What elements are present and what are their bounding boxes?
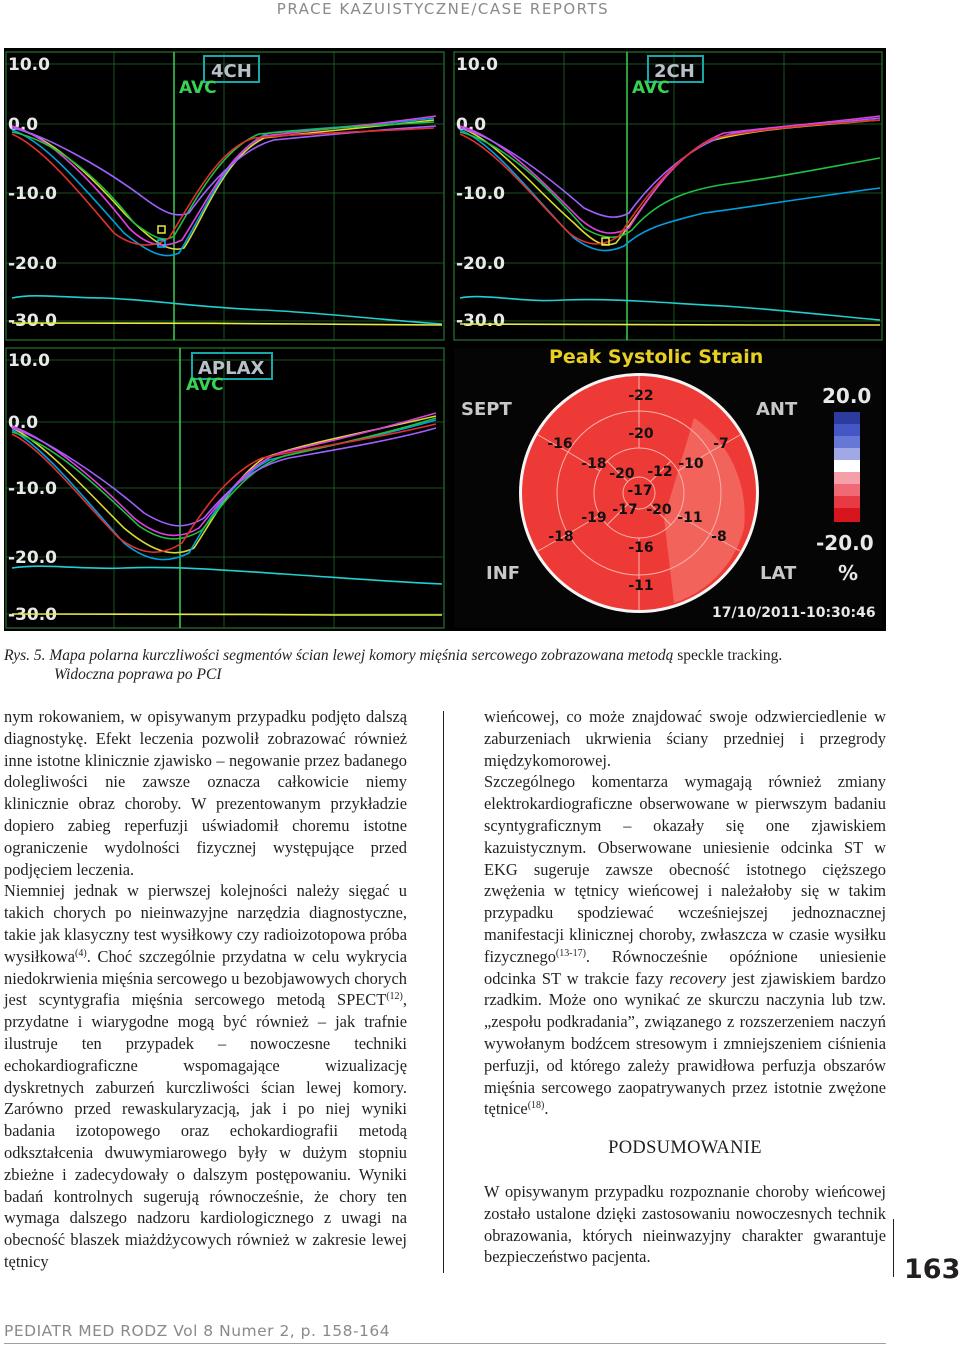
segment-2: -16 [547, 436, 573, 452]
caption-label: Rys. 5. [4, 647, 46, 664]
left-p2-text-c: , przydatne i wiarygodne mogą być również – jak trafnie ilustruje ten przypadek – nowoczesne techniki echokardiograficzne wspomagające wizualizację dyskretnych zaburzeń kurczliwości ścian lewej komory. Zarówno przed rewaskularyzacją, jak i po niej wyniki badania izotopowego oraz echokardiografii metodą odkształcenia dwuwymiarowego były w dużym stopniu zbieżne i zadecydowały o dalszym postępowaniu. Wyniki badań kontrolnych sugerują równocześnie, że chory ten wymaga dalszego nadzoru kardiologicznego z uwagi na obecność blaszek miażdżycowych również w zakresie lewej tętnicy [4, 990, 407, 1271]
segment-12: -20 [646, 502, 672, 518]
scale-swatch-2 [834, 424, 860, 436]
figure-caption [4, 646, 894, 684]
citation-18: (18) [527, 1100, 545, 1112]
panel-4ch [6, 52, 444, 340]
panel-aplax-event: AVC [186, 375, 224, 395]
panel-4ch-tick-m10: -10.0 [8, 184, 57, 204]
scale-swatch-4 [834, 448, 860, 460]
scale-swatch-6 [834, 472, 860, 484]
scale-swatch-7 [834, 484, 860, 496]
right-p2-text-b: . Równocześnie opóźnione uniesienie odcinka ST w trakcie fazy [484, 946, 886, 988]
segment-16: -16 [628, 540, 654, 556]
panel-4ch-event: AVC [179, 78, 217, 98]
panel-4ch-view: 4CH [211, 61, 252, 82]
right-paragraph-1: wieńcowej, co może znajdować swoje odzwierciedlenie w zaburzeniach ukrwienia ściany przedniej i przegrody międzykomorowej. [484, 707, 886, 770]
citation-4: (4) [75, 947, 87, 959]
left-column [4, 706, 407, 1273]
segment-4: -20 [628, 426, 654, 442]
footer-rule [4, 1343, 886, 1344]
segment-14: -18 [548, 529, 574, 545]
right-paragraph-2 [484, 771, 886, 1120]
color-scale [834, 412, 860, 522]
running-head: PRACE KAZUISTYCZNE/CASE REPORTS [276, 0, 610, 18]
panel-2ch [454, 52, 882, 340]
segment-13: -11 [677, 510, 703, 526]
right-p2-end: . [544, 1099, 549, 1119]
polar-map-title: Peak Systolic Strain [549, 346, 764, 368]
segment-10: -19 [581, 510, 607, 526]
panel-4ch-tick-10: 10.0 [8, 55, 50, 75]
left-paragraph-1: nym rokowaniem, w opisywanym przypadku podjęto dalszą diagnostykę. Efekt leczenia pozwolił zobrazować również inne istotne klinicznie zjawisko – negowanie przez badanego dolegliwości nie zawsze oznacza całkowicie niemy klinicznie obraz choroby. W prezentowanym przykładzie dopiero zabieg reperfuzji uświadomił choremu istotne ograniczenie wydolności fizycznej występujące przed podjęciem leczenia. [4, 707, 407, 879]
column-divider [443, 711, 444, 1273]
caption-line2: Widoczna poprawa po PCI [54, 666, 222, 683]
scale-swatch-8 [834, 496, 860, 508]
journal-footer: PEDIATR MED RODZ Vol 8 Numer 2, p. 158-164 [4, 1322, 391, 1340]
left-paragraph-2 [4, 880, 407, 1272]
panel-2ch-tick-0: 0.0 [456, 115, 487, 135]
segment-17: -11 [628, 578, 654, 594]
panel-2ch-tick-m30: -30.0 [456, 311, 505, 331]
panel-polar-map [454, 346, 882, 628]
timestamp: 17/10/2011-10:30:46 [712, 605, 876, 621]
right-p2-emphasis: recovery [669, 968, 727, 988]
panel-2ch-tick-10: 10.0 [456, 55, 498, 75]
caption-text: Mapa polarna kurczliwości segmentów ścian lewej komory mięśnia sercowego zobrazowana metodą [49, 647, 674, 664]
left-p2-text-a: Niemniej jednak w pierwszej kolejności należy sięgać u takich chorych po nieinwazyjne narzędzia diagnostyczne, takie jak klasyczny test wysiłkowy czy radioizotopowa próba wysiłkowa [4, 881, 407, 966]
panel-4ch-tick-m30: -30.0 [8, 311, 57, 331]
polar-label-lat: LAT [760, 563, 797, 584]
left-p2-text-b: . Choć szczególnie przydatna w celu wykrycia niedokrwienia mięśnia sercowego u bezobjawowych chorych jest scyntygrafia mięśnia sercowego metodą SPECT [4, 946, 407, 1010]
scale-min: -20.0 [816, 531, 874, 555]
right-paragraph-3: W opisywanym przypadku rozpoznanie choroby wieńcowej zostało ustalone dzięki zastosowaniu nowoczesnych technik obrazowania, których nieinwazyjny charakter gwarantuje bezpieczeństwo pacjenta. [484, 1181, 886, 1267]
figure-strain-panels [4, 48, 886, 631]
scale-max: 20.0 [822, 384, 872, 408]
panel-2ch-tick-m10: -10.0 [456, 184, 505, 204]
scale-unit: % [838, 561, 859, 585]
citation-12: (12) [386, 991, 403, 1003]
panel-aplax-tick-m20: -20.0 [8, 548, 57, 568]
polar-label-ant: ANT [756, 399, 798, 420]
panel-aplax-tick-m10: -10.0 [8, 479, 57, 499]
panel-aplax [6, 348, 444, 628]
page-number-divider [893, 1219, 894, 1277]
citation-13-17: (13-17) [555, 947, 586, 959]
panel-aplax-tick-m30: -30.0 [8, 605, 57, 625]
panel-2ch-event: AVC [632, 78, 670, 98]
right-p2-text-a: Szczególnego komentarza wymagają również zmiany elektrokardiograficzne obserwowane w pierwszym badaniu scyntygraficznym – okazały się one zjawiskiem kazuistycznym. Obserwowane uniesienie odcinka ST w EKG sugeruje zawsze obecność istotnego cięższego zwężenia w tętnicy wieńcowej i należałoby się w takim przypadku spodziewać wcześniejszej jednoznacznej manifestacji klinicznej choroby, zwłaszcza w czasie wysiłku fizycznego [484, 772, 886, 966]
right-column [484, 706, 886, 1268]
polar-label-inf: INF [486, 563, 521, 584]
scale-swatch-3 [834, 436, 860, 448]
segment-15: -8 [711, 529, 727, 545]
scale-swatch-9 [834, 508, 860, 522]
segment-9: -17 [627, 483, 653, 499]
scale-swatch-1 [834, 412, 860, 424]
segment-7: -20 [609, 466, 635, 482]
panel-4ch-tick-0: 0.0 [8, 115, 39, 135]
segment-5: -18 [581, 456, 607, 472]
section-title: PODSUMOWANIE [608, 1138, 762, 1159]
panel-2ch-tick-m20: -20.0 [456, 254, 505, 274]
segment-3: -7 [713, 436, 729, 452]
segment-6: -10 [678, 456, 704, 472]
segment-11: -17 [612, 502, 638, 518]
figure-svg [4, 48, 886, 631]
scale-swatch-5 [834, 460, 860, 472]
caption-term: speckle tracking. [677, 647, 783, 664]
page-number: 163 [904, 1254, 960, 1285]
panel-aplax-tick-10: 10.0 [8, 351, 50, 371]
panel-aplax-view: APLAX [198, 358, 265, 379]
polar-label-sept: SEPT [461, 399, 512, 420]
panel-4ch-tick-m20: -20.0 [8, 254, 57, 274]
right-p2-text-c: jest zjawiskiem bardzo rzadkim. Może ono wynikać ze skurczu naczynia lub tzw. „zespołu podkradania”, związanego z rozszerzeniem naczyń wywołanym bodźcem stresowym i zmniejszeniem ciśnienia perfuzji, od którego zależy prawidłowa perfuzja obszarów mięśnia sercowego zaopatrywanych przez istotnie zwężone tętnice [484, 968, 886, 1119]
segment-8: -12 [647, 464, 673, 480]
panel-2ch-view: 2CH [654, 61, 695, 82]
segment-1: -22 [628, 388, 654, 404]
bullseye [519, 373, 759, 613]
panel-aplax-tick-0: 0.0 [8, 413, 39, 433]
